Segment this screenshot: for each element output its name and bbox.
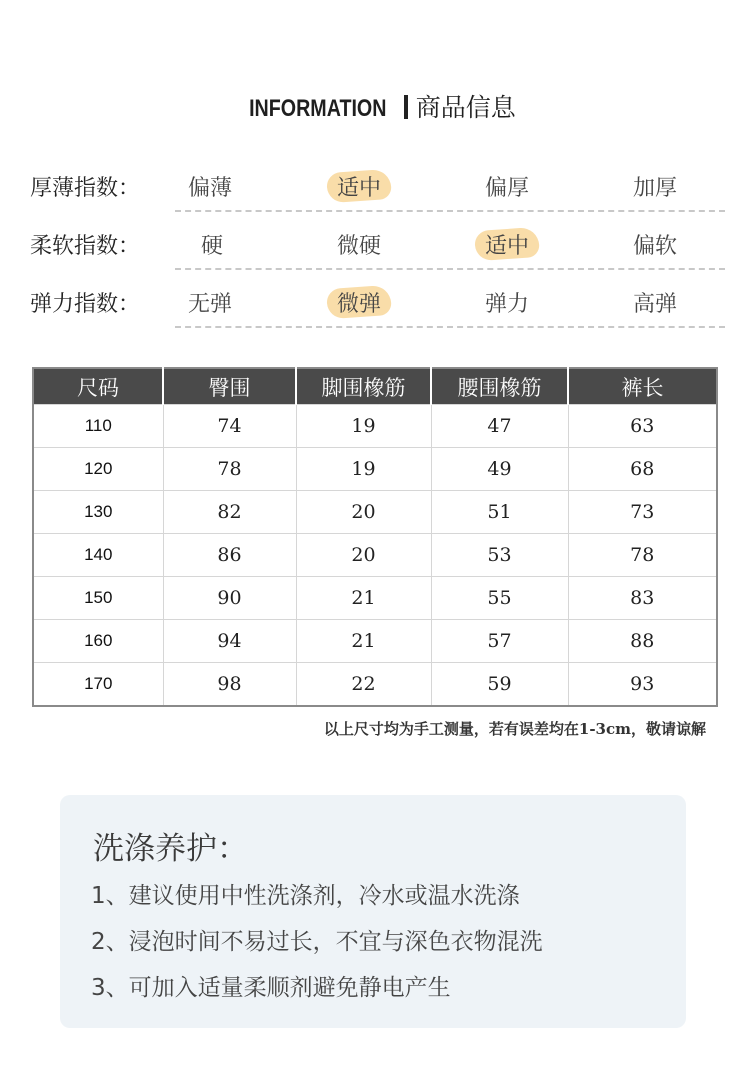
size-table [32, 367, 718, 707]
index-option-selected: 适中 [337, 171, 381, 202]
table-cell: 90 [163, 577, 296, 620]
index-option: 弹力 [485, 292, 530, 317]
table-cell: 19 [296, 405, 431, 448]
care-item: 2、浸泡时间不易过长，不宜与深色衣物混洗 [91, 929, 543, 955]
table-cell: 130 [33, 491, 163, 534]
care-panel [60, 795, 686, 1028]
column-header: 腰围橡筋 [431, 368, 568, 405]
table-cell: 150 [33, 577, 163, 620]
table-cell: 20 [296, 534, 431, 577]
table-cell: 73 [568, 491, 717, 534]
dashed-divider [175, 210, 725, 212]
table-cell: 86 [163, 534, 296, 577]
table-cell: 140 [33, 534, 163, 577]
table-cell: 53 [431, 534, 568, 577]
index-option: 硬 [201, 234, 224, 259]
table-cell: 19 [296, 448, 431, 491]
index-row-thickness [0, 165, 750, 223]
table-cell: 21 [296, 577, 431, 620]
column-header: 尺码 [33, 368, 163, 405]
index-option-selected: 适中 [485, 229, 529, 260]
care-title: 洗涤养护： [93, 831, 248, 867]
table-cell: 83 [568, 577, 717, 620]
table-cell: 49 [431, 448, 568, 491]
dashed-divider [175, 268, 725, 270]
table-cell: 93 [568, 663, 717, 707]
index-option: 加厚 [633, 176, 678, 201]
index-label: 厚薄指数： [30, 176, 141, 201]
table-cell: 110 [33, 405, 163, 448]
table-row [33, 448, 717, 491]
table-cell: 47 [431, 405, 568, 448]
table-row [33, 534, 717, 577]
index-option: 偏薄 [188, 176, 233, 201]
column-header: 裤长 [568, 368, 717, 405]
table-cell: 94 [163, 620, 296, 663]
table-cell: 160 [33, 620, 163, 663]
table-cell: 78 [163, 448, 296, 491]
table-cell: 51 [431, 491, 568, 534]
table-cell: 74 [163, 405, 296, 448]
column-header: 脚围橡筋 [296, 368, 431, 405]
table-cell: 98 [163, 663, 296, 707]
title-chinese: 商品信息 [415, 93, 516, 122]
table-cell: 78 [568, 534, 717, 577]
table-cell: 88 [568, 620, 717, 663]
table-cell: 22 [296, 663, 431, 707]
title-divider [404, 95, 408, 119]
care-item: 1、建议使用中性洗涤剂，冷水或温水洗涤 [91, 883, 520, 909]
dashed-divider [175, 326, 725, 328]
index-option: 偏软 [633, 234, 678, 259]
table-row [33, 577, 717, 620]
column-header: 臀围 [163, 368, 296, 405]
index-option: 微硬 [337, 234, 382, 259]
index-option-selected: 微弹 [337, 287, 381, 318]
index-row-elasticity [0, 281, 750, 339]
table-cell: 21 [296, 620, 431, 663]
table-header-row [33, 368, 717, 405]
table-row [33, 491, 717, 534]
table-row [33, 620, 717, 663]
page-title [0, 88, 750, 124]
index-option: 高弹 [633, 292, 678, 317]
title-english: INFORMATION [249, 95, 387, 122]
table-cell: 170 [33, 663, 163, 707]
index-row-softness [0, 223, 750, 281]
table-cell: 68 [568, 448, 717, 491]
index-label: 弹力指数： [30, 292, 141, 317]
table-cell: 20 [296, 491, 431, 534]
table-cell: 59 [431, 663, 568, 707]
table-cell: 63 [568, 405, 717, 448]
table-cell: 120 [33, 448, 163, 491]
index-option: 偏厚 [485, 176, 530, 201]
table-cell: 82 [163, 491, 296, 534]
table-row [33, 663, 717, 707]
table-cell: 57 [431, 620, 568, 663]
index-label: 柔软指数： [30, 234, 141, 259]
measurement-note: 以上尺寸均为手工测量，若有误差均在1-3cm，敬请谅解 [323, 720, 706, 738]
index-option: 无弹 [188, 292, 233, 317]
care-item: 3、可加入适量柔顺剂避免静电产生 [91, 975, 451, 1001]
table-row [33, 405, 717, 448]
table-cell: 55 [431, 577, 568, 620]
